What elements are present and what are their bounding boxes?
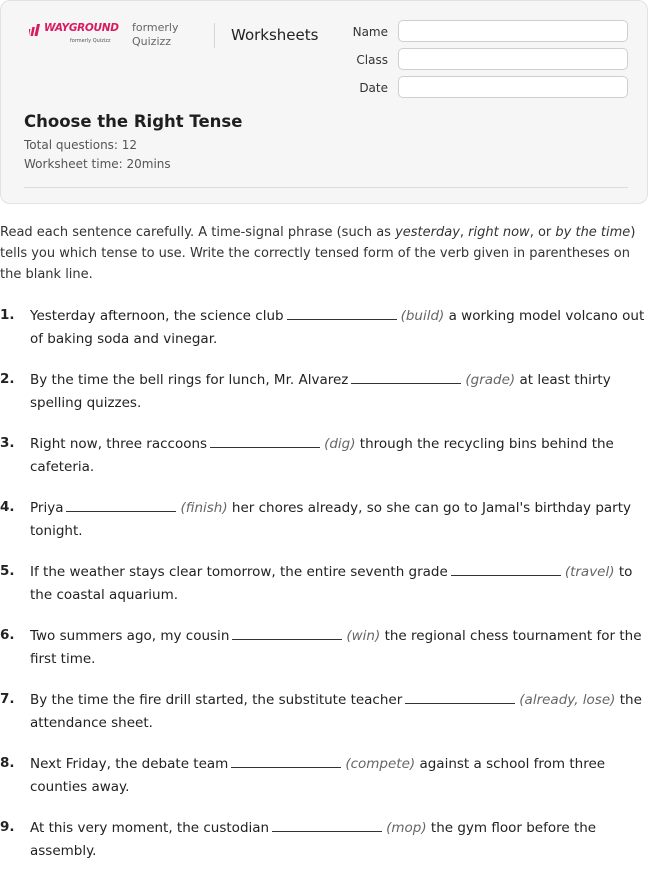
quizizz-line: Quizizz: [132, 35, 172, 48]
instructions-text-1: Read each sentence carefully. A time-signal phrase (such as: [0, 225, 396, 240]
verb-hint: (build): [400, 308, 445, 324]
question-text-before: Next Friday, the debate team: [30, 756, 229, 772]
question-text-before: By the time the fire drill started, the substitute teacher: [30, 692, 403, 708]
instructions-em-right-now: right now: [468, 225, 530, 240]
question-number: 8.: [0, 755, 15, 771]
answer-blank[interactable]: [272, 816, 382, 832]
verb-hint: (travel): [564, 564, 615, 580]
question-number: 6.: [0, 627, 15, 643]
date-field[interactable]: [398, 76, 628, 98]
question-number: 3.: [0, 435, 15, 451]
logo-mark-icon: [29, 24, 43, 36]
header-divider: [214, 23, 215, 48]
question-list: [0, 304, 648, 880]
instructions: [0, 222, 648, 285]
question-item: [0, 816, 648, 863]
question-text-after: a working model volcano out of baking soda and vinegar.: [30, 308, 645, 347]
question-item: [0, 432, 648, 479]
question-text-after: the gym floor before the assembly.: [30, 820, 597, 859]
answer-blank[interactable]: [210, 432, 320, 448]
logo-subtext: formerly Quizizz: [70, 38, 111, 44]
question-text-after: through the recycling bins behind the cafeteria.: [30, 436, 614, 475]
answer-blank[interactable]: [287, 304, 397, 320]
section-title: Worksheets: [231, 26, 319, 44]
question-text-after: at least thirty spelling quizzes.: [30, 372, 611, 411]
name-label: Name: [352, 25, 388, 39]
verb-hint: (finish): [180, 500, 228, 516]
logo-wordmark: WAYGROUND: [44, 22, 119, 34]
worksheet-header: [0, 0, 648, 204]
question-item: [0, 752, 648, 799]
answer-blank[interactable]: [232, 624, 342, 640]
total-questions: Total questions: 12: [24, 138, 138, 152]
instructions-sep-1: ,: [459, 225, 469, 240]
question-number: 9.: [0, 819, 15, 835]
question-item: [0, 560, 648, 607]
question-number: 5.: [0, 563, 15, 579]
question-text-after: to the coastal aquarium.: [30, 564, 633, 603]
instructions-em-yesterday: yesterday: [395, 225, 460, 240]
question-item: [0, 304, 648, 351]
question-text-before: Priya: [30, 500, 64, 516]
verb-hint: (dig): [324, 436, 356, 452]
answer-blank[interactable]: [451, 560, 561, 576]
class-field[interactable]: [398, 48, 628, 70]
question-number: 1.: [0, 307, 15, 323]
verb-hint: (grade): [465, 372, 516, 388]
question-text-after: the regional chess tournament for the first time.: [30, 628, 642, 667]
question-item: [0, 496, 648, 543]
worksheet-title: Choose the Right Tense: [24, 112, 243, 131]
question-text-before: Right now, three raccoons: [30, 436, 208, 452]
header-bottom-divider: [24, 187, 628, 188]
name-field[interactable]: [398, 20, 628, 42]
question-number: 7.: [0, 691, 15, 707]
question-item: [0, 688, 648, 735]
answer-blank[interactable]: [231, 752, 341, 768]
question-text-after: her chores already, so she can go to Jamal's birthday party tonight.: [30, 500, 632, 539]
date-label: Date: [359, 81, 388, 95]
instructions-sep-2: , or: [529, 225, 556, 240]
verb-hint: (compete): [345, 756, 416, 772]
question-text-before: Yesterday afternoon, the science club: [30, 308, 284, 324]
verb-hint: (mop): [386, 820, 427, 836]
question-text-before: Two summers ago, my cousin: [30, 628, 230, 644]
answer-blank[interactable]: [66, 496, 176, 512]
worksheet-time: Worksheet time: 20mins: [24, 157, 171, 171]
formerly-line: formerly: [132, 21, 179, 34]
question-text-before: At this very moment, the custodian: [30, 820, 270, 836]
question-text-before: If the weather stays clear tomorrow, the entire seventh grade: [30, 564, 448, 580]
question-item: [0, 624, 648, 671]
question-number: 2.: [0, 371, 15, 387]
answer-blank[interactable]: [405, 688, 515, 704]
question-text-before: By the time the bell rings for lunch, Mr. Alvarez: [30, 372, 349, 388]
question-text-after: the attendance sheet.: [30, 692, 642, 731]
class-label: Class: [356, 53, 388, 67]
answer-blank[interactable]: [351, 368, 461, 384]
instructions-text-2: ) tells you which tense to use. Write the correctly tensed form of the verb given in parentheses on the blank line.: [0, 225, 636, 282]
verb-hint: (already, lose): [519, 692, 616, 708]
verb-hint: (win): [346, 628, 381, 644]
question-item: [0, 368, 648, 415]
formerly-quizizz-note: [132, 21, 179, 49]
instructions-em-by-the-time: by the time: [555, 225, 631, 240]
wayground-logo: [29, 21, 119, 47]
question-number: 4.: [0, 499, 15, 515]
question-text-after: against a school from three counties away.: [30, 756, 606, 795]
